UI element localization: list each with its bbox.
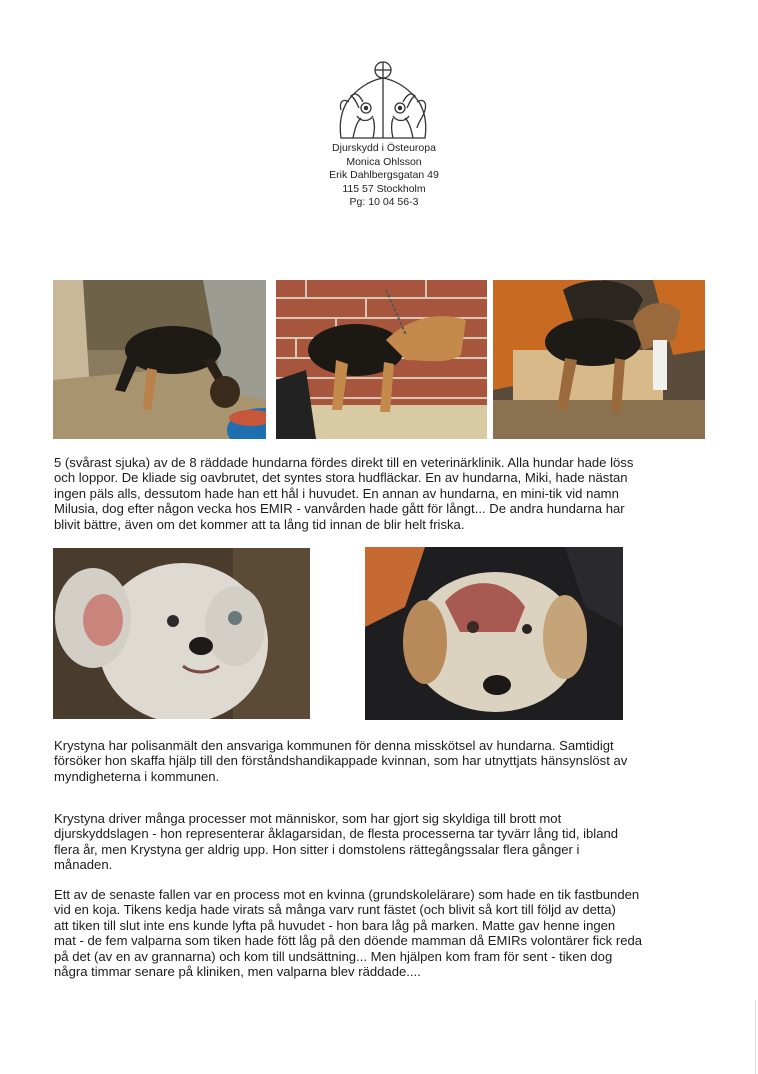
text-line: på det (av en av grannarna) och kom till undsättning... Men hjälpen kom fram för sent - tiken dog <box>54 948 613 964</box>
cat-and-dog-emblem-icon <box>333 58 433 144</box>
text-line: Krystyna har polisanmält den ansvariga kommunen för denna misskötsel av hundarna. Samtidigt <box>54 738 614 753</box>
text-line: Milusia, dog efter någon vecka hos EMIR - vanvården hade gått för långt... De andra hundarna har <box>54 501 625 517</box>
paragraph-police-report <box>54 738 716 784</box>
dog-eating-from-bowl-photo <box>53 280 266 439</box>
text-line: några timmar senare på kliniken, men valparna blev räddade.... <box>54 964 421 980</box>
postgiro-number: Pg: 10 04 56-3 <box>349 196 419 209</box>
paragraph-legal-processes <box>54 811 716 873</box>
text-line: och loppor. De kliade sig oavbrutet, det syntes stora hudfläckar. En av hundarna, Miki, hade nästan <box>54 470 628 486</box>
paragraph-rescued-dogs <box>54 455 716 532</box>
thin-dog-by-doghouse-photo <box>493 280 705 439</box>
paragraph-latest-case <box>54 887 716 979</box>
organization-logo <box>333 58 433 144</box>
text-line: mat - de fem valparna som tiken hade fött låg på den döende mamman då EMIRs volontärer fick reda <box>54 933 643 949</box>
text-line: försöker hon skaffa hjälp till den förståndshandikappade kvinnan, som har utnyttjats hänsynslöst av <box>54 753 628 769</box>
injured-dog-in-arms-photo <box>365 547 623 720</box>
text-line: Ett av de senaste fallen var en process mot en kvinna (grundskolelärare) som hade en tik fastbunden <box>54 887 640 902</box>
organization-name: Djurskydd i Östeuropa <box>332 142 436 154</box>
postal-city: 115 57 Stockholm <box>342 182 426 195</box>
text-line: Krystyna driver många processer mot människor, som har gjort sig skyldiga till brott mot <box>54 811 562 826</box>
text-line: att tiken till slut inte ens kunde lyfta på huvudet - hon bara låg på marken. Matte gav henne ingen <box>54 917 616 933</box>
contact-name: Monica Ohlsson <box>346 155 422 168</box>
text-line: ingen päls alls, dessutom hade han ett hål i huvudet. En annan av hundarna, en mini-tik vid namn <box>54 485 619 501</box>
white-dog-with-skin-lesions-photo <box>53 548 310 719</box>
text-line: 5 (svårast sjuka) av de 8 räddade hundarna fördes direkt till en veterinärklinik. Alla hundar hade löss <box>54 455 634 470</box>
text-line: vid en koja. Tikens kedja hade virats så många varv runt fästet (och blivit så kort till följd av detta) <box>54 902 616 918</box>
street-address: Erik Dahlbergsgatan 49 <box>329 169 439 182</box>
letterhead-address <box>284 142 484 210</box>
scan-edge-line <box>755 1000 756 1074</box>
text-line: flera år, men Krystyna ger aldrig upp. Hon sitter i domstolens rättegångssalar flera gånger i <box>54 841 580 857</box>
text-line: myndigheterna i kommunen. <box>54 768 220 784</box>
text-line: blivit bättre, även om det kommer att ta lång tid innan de blir helt friska. <box>54 516 465 532</box>
text-line: månaden. <box>54 857 113 873</box>
chained-dog-by-brick-wall-photo <box>276 280 487 439</box>
text-line: djurskyddslagen - hon representerar åklagarsidan, de flesta processerna tar tyvärr lång tid, ibland <box>54 826 619 842</box>
